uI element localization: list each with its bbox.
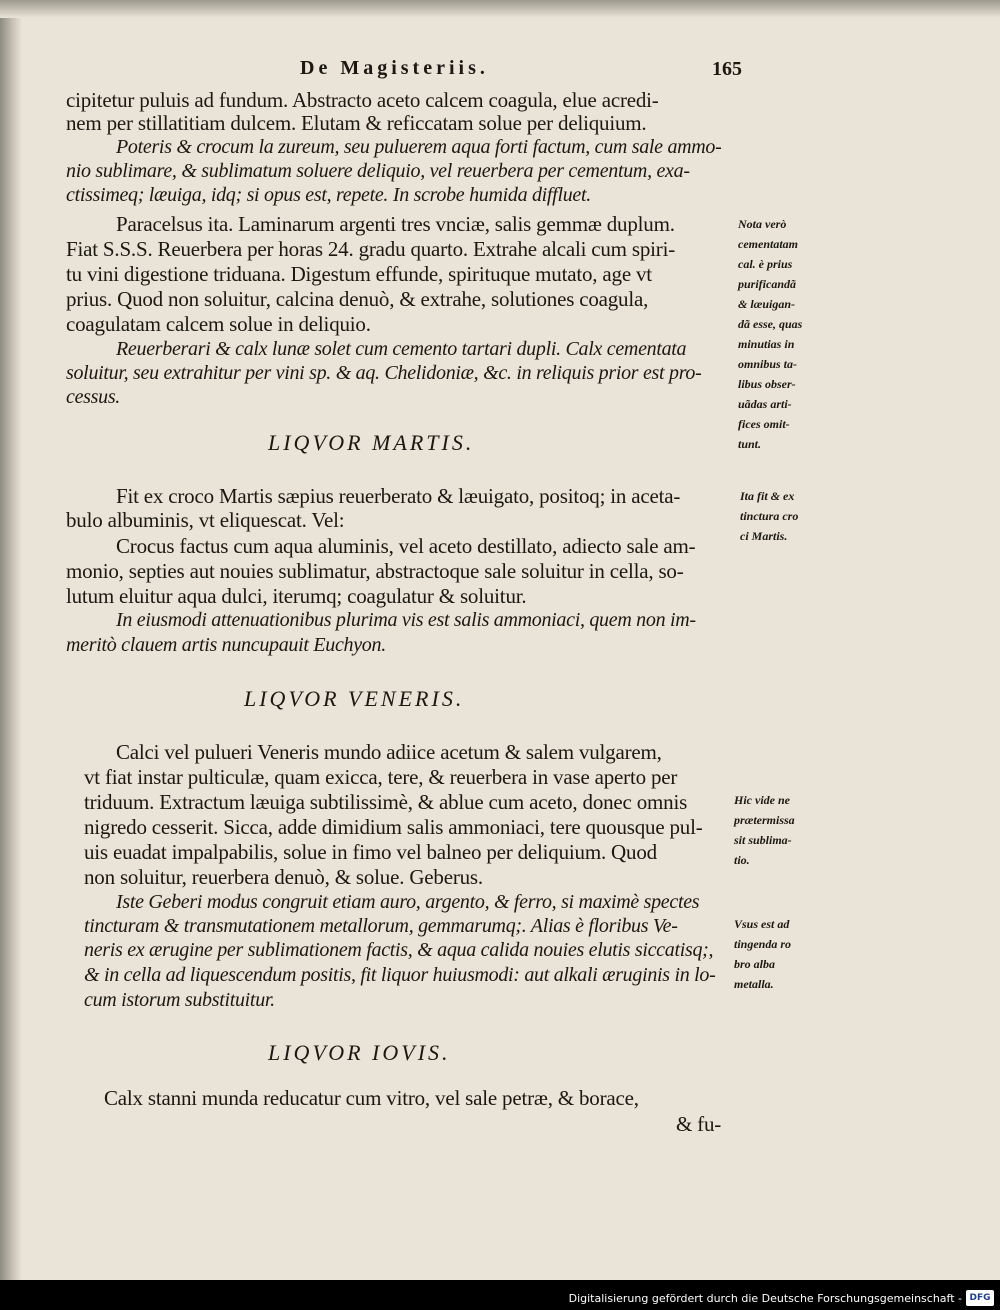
text-line: nem per stillatitiam dulcem. Elutam & reficcatam solue per deliquium. (66, 111, 647, 135)
text-line: Calci vel pulueri Veneris mundo adiice acetum & salem vulgarem, (116, 740, 662, 764)
text-line: coagulatam calcem solue in deliquio. (66, 312, 371, 336)
section-heading: LIQVOR IOVIS. (268, 1040, 451, 1065)
text-line: Poteris & crocum la zureum, seu puluerem aqua forti factum, cum sale ammo- (116, 136, 722, 158)
page-edge-shadow (0, 0, 22, 1280)
text-line: cum istorum substituitur. (84, 989, 275, 1011)
text-line: Iste Geberi modus congruit etiam auro, argento, & ferro, si maximè spectes (116, 891, 700, 913)
text-line: cipitetur puluis ad fundum. Abstracto aceto calcem coagula, elue acredi- (66, 88, 659, 112)
text-line: uis euadat impalpabilis, solue in fimo vel balneo per deliquium. Quod (84, 840, 657, 864)
text-line: triduum. Extractum læuiga subtilissimè, & ablue cum aceto, donec omnis (84, 790, 688, 814)
text-line: Fit ex croco Martis sæpius reuerberato & læuigato, positoq; in aceta- (116, 484, 681, 508)
footer-credit: Digitalisierung gefördert durch die Deutsche Forschungsgemeinschaft - (568, 1292, 962, 1305)
catchword: & fu- (676, 1112, 722, 1136)
text-line: nigredo cesserit. Sicca, adde dimidium salis ammoniaci, tere quousque pul- (84, 815, 703, 839)
text-line: lutum eluitur aqua dulci, iterumq; coagulatur & soluitur. (66, 584, 527, 608)
text-line: tincturam & transmutationem metallorum, gemmarumq;. Alias è floribus Ve- (84, 915, 678, 937)
text-line: tu vini digestione triduana. Digestum effunde, spirituque mutato, age vt (66, 262, 652, 286)
text-line: soluitur, seu extrahitur per vini sp. & aq. Chelidoniæ, &c. in reliquis prior est pro- (66, 362, 702, 384)
text-line: monio, septies aut nouies sublimatur, abstractoque sale soluitur in cella, so- (66, 559, 684, 583)
text-line: In eiusmodi attenuationibus plurima vis est salis ammoniaci, quem non im- (116, 609, 696, 631)
text-line: nio sublimare, & sublimatum soluere deliquio, vel reuerbera per cementum, exa- (66, 160, 690, 182)
text-line: & in cella ad liquescendum positis, fit liquor huiusmodi: aut alkali æruginis in lo- (84, 964, 716, 986)
running-head: De Magisteriis. (300, 57, 489, 79)
margin-note: Vsus est ad tingenda ro bro alba metalla. (734, 917, 792, 991)
margin-note: Nota verò cementatam cal. è prius purificandã & læuigan- dã esse, quas minutias in omnibus ta- libus obser- uãdas arti- fices omit- tunt. (738, 217, 803, 451)
text-line: ctissimeq; læuiga, idq; si opus est, repete. In scrobe humida diffluet. (66, 184, 591, 206)
text-line: vt fiat instar pulticulæ, quam exicca, tere, & reuerbera in vase aperto per (84, 765, 678, 789)
text-line: Reuerberari & calx lunæ solet cum cemento tartari dupli. Calx cementata (116, 338, 687, 360)
text-line: bulo albuminis, vt eliquescat. Vel: (66, 508, 345, 532)
text-line: Calx stanni munda reducatur cum vitro, vel sale petræ, & borace, (104, 1086, 639, 1110)
text-line: non soluitur, reuerbera denuò, & solue. Geberus. (84, 865, 483, 889)
text-line: Fiat S.S.S. Reuerbera per horas 24. gradu quarto. Extrahe alcali cum spiri- (66, 237, 675, 261)
section-heading: LIQVOR VENERIS. (244, 686, 465, 711)
text-line: neris ex ærugine per sublimationem factis, & aqua calida nouies elutis siccatisq;, (84, 939, 714, 961)
section-heading: LIQVOR MARTIS. (268, 430, 475, 455)
dfg-logo: DFG (966, 1290, 994, 1306)
page-top-shadow (0, 0, 1000, 18)
margin-note: Ita fit & ex tinctura cro ci Martis. (740, 489, 799, 543)
text-line: Paracelsus ita. Laminarum argenti tres vnciæ, salis gemmæ duplum. (116, 212, 675, 236)
text-line: cessus. (66, 386, 121, 408)
text-line: Crocus factus cum aqua aluminis, vel aceto destillato, adiecto sale am- (116, 534, 696, 558)
text-line: prius. Quod non soluitur, calcina denuò, & extrahe, solutiones coagula, (66, 287, 649, 311)
margin-note: Hic vide ne prætermissa sit sublima- tio. (734, 793, 795, 867)
page-number: 165 (712, 58, 742, 80)
text-line: meritò clauem artis nuncupauit Euchyon. (66, 634, 386, 656)
